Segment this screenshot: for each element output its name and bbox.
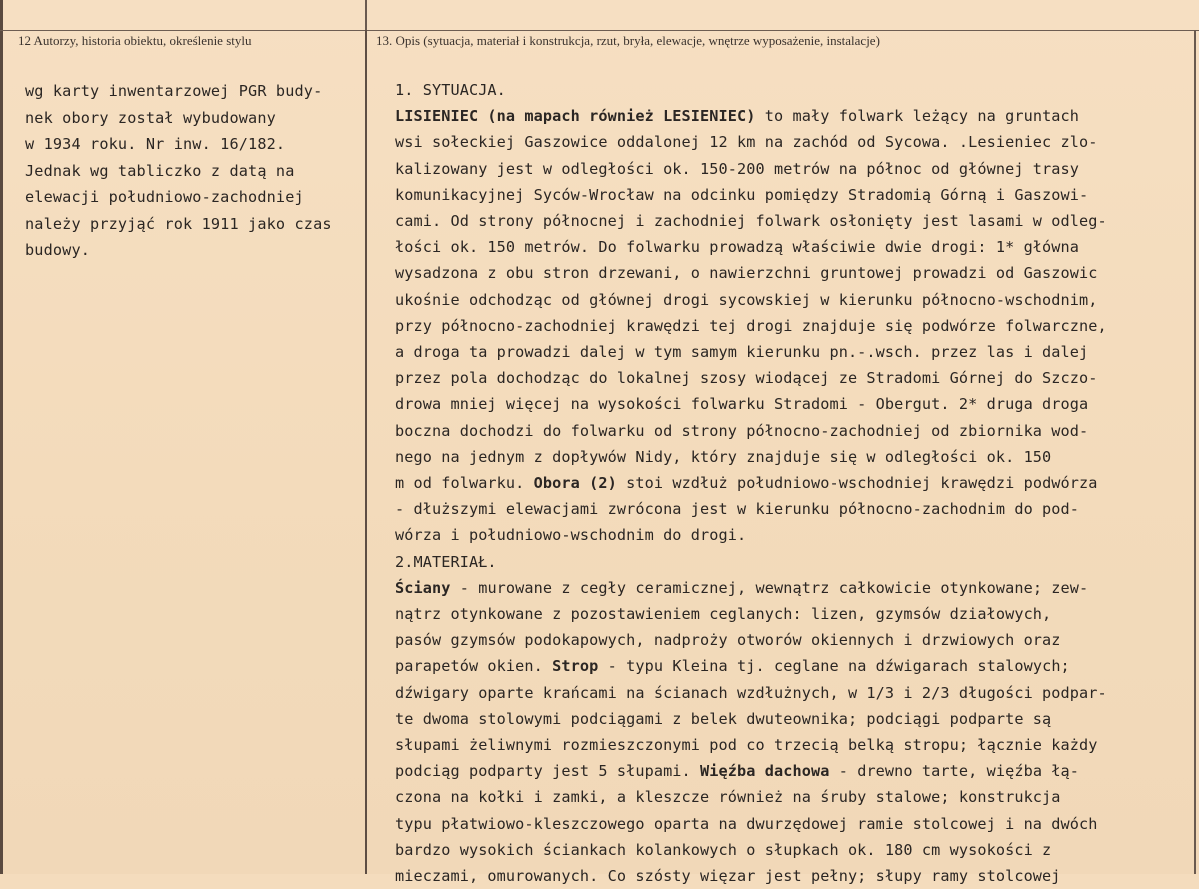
sciany-term: Ściany (395, 578, 451, 597)
description-text (395, 77, 1185, 889)
material-line: słupami żeliwnymi rozmieszczonymi pod co trzecią belką stropu; łącznie każdy (395, 736, 1098, 755)
wiezba-pre: podciąg podparty jest 5 słupami. (395, 762, 701, 781)
obora-post: stoi wzdłuż południowo-wschodniej krawędzi podwórza (616, 474, 1098, 493)
lead-rest: to mały folwark leżący na gruntach (755, 107, 1080, 126)
wiezba-term: Więźba dachowa (700, 762, 830, 781)
history-line: elewacji południowo-zachodniej (25, 188, 304, 206)
description-line: przez pola dochodząc do lokalnej szosy wiodącej ze Stradomi Górnej do Szczo- (395, 369, 1098, 388)
description-line: kalizowany jest w odległości ok. 150-200 metrów na północ od głównej trasy (395, 159, 1080, 178)
material-line: mieczami, omurowanych. Co szósty więzar jest pełny; słupy ramy stolcowej (395, 867, 1061, 886)
obora-pre: m od folwarku. (395, 474, 534, 493)
description-line: cami. Od strony północnej i zachodniej folwark osłonięty jest lasami w odleg- (395, 212, 1107, 231)
history-line: nek obory został wybudowany (25, 108, 276, 127)
description-line: - dłuższymi elewacjami zwrócona jest w kierunku północno-zachodnim do pod- (395, 500, 1080, 519)
field-12-label: 12 Autorzy, historia obiektu, określenie stylu (18, 33, 252, 48)
section-2-heading: 2.MATERIAŁ. (395, 552, 497, 571)
field-13-label: 13. Opis (sytuacja, materiał i konstrukcja, rzut, bryła, elewacje, wnętrze wyposażenie, instalacje) (376, 33, 880, 48)
strop-term: Strop (552, 657, 599, 676)
description-line: przy północno-zachodniej krawędzi tej drogi znajduje się podwórze folwarczne, (395, 316, 1107, 335)
history-line: wg karty inwentarzowej PGR budy- (25, 82, 323, 100)
material-line: pasów gzymsów podokapowych, nadproży otworów okiennych i drzwiowych oraz (395, 631, 1061, 650)
material-line: te dwoma stolowymi podciągami z belek dwuteownika; podciągi podparte są (395, 709, 1052, 728)
history-line: Jednak wg tabliczko z datą na (25, 161, 295, 180)
wiezba-line (395, 758, 1185, 784)
column-divider-top (365, 0, 367, 30)
section-1-heading: 1. SYTUACJA. (395, 81, 506, 99)
material-line: typu płatwiowo-kleszczowego oparta na dwurzędowej ramie stolcowej i na dwóch (395, 814, 1098, 833)
description-line: wsi sołeckiej Gaszowice oddalonej 12 km na zachód od Sycowa. .Lesieniec zlo- (395, 133, 1098, 152)
material-line: dźwigary oparte krańcami na ścianach wzdłużnych, w 1/3 i 2/3 długości podpar- (395, 683, 1107, 702)
history-line: należy przyjąć rok 1911 jako czas (25, 214, 332, 233)
material-line: czona na kołki i zamki, a kleszcze również na śruby stalowe; konstrukcja (395, 788, 1061, 807)
material-line: bardzo wysokich ściankach kolankowych o słupkach ok. 180 cm wysokości z (395, 840, 1052, 859)
history-line: budowy. (25, 241, 91, 259)
header-rule (0, 30, 1199, 31)
description-line: komunikacyjnej Syców-Wrocław na odcinku pomiędzy Stradomią Górną i Gaszowi- (395, 185, 1089, 204)
description-line: łości ok. 150 metrów. Do folwarku prowadzą właściwie dwie drogi: 1* główna (395, 238, 1080, 257)
description-line: wórza i południowo-wschodnim do drogi. (395, 526, 747, 545)
wiezba-post: - drewno tarte, więźba łą- (829, 762, 1080, 781)
description-line: nego na jednym z dopływów Nidy, który znajduje się w odległości ok. 150 (395, 447, 1052, 466)
right-border (1194, 30, 1196, 874)
description-line: drowa mniej więcej na wysokości folwarku Stradomi - Obergut. 2* druga droga (395, 395, 1089, 414)
left-border (0, 0, 3, 874)
column-divider (365, 30, 367, 874)
obora-line (395, 470, 1185, 496)
description-line: a droga ta prowadzi dalej w tym samym kierunku pn.-.wsch. przez las i dalej (395, 343, 1089, 362)
obora-name: Obora (2) (533, 474, 617, 493)
description-line: boczna dochodzi do folwarku od strony północno-zachodniej od zbiornika wod- (395, 421, 1089, 440)
sciany-rest: - murowane z cegły ceramicznej, wewnątrz całkowicie otynkowane; zew- (450, 578, 1089, 597)
material-line: nątrz otynkowane z pozostawieniem ceglanych: lizen, gzymsów działowych, (395, 605, 1052, 624)
lisieniec-name: LISIENIEC (na mapach również LESIENIEC) (395, 107, 756, 126)
section-1-lead (395, 103, 1185, 129)
strop-pre: parapetów okien. (395, 657, 553, 676)
history-text (25, 78, 360, 264)
history-line: w 1934 roku. Nr inw. 16/182. (25, 135, 286, 153)
sciany-line (395, 575, 1185, 601)
description-line: ukośnie odchodząc od głównej drogi sycowskiej w kierunku północno-wschodnim, (395, 290, 1098, 309)
strop-line (395, 653, 1185, 679)
description-line: wysadzona z obu stron drzewani, o nawierzchni gruntowej prowadzi od Gaszowic (395, 264, 1098, 283)
strop-post: - typu Kleina tj. ceglane na dźwigarach stalowych; (598, 657, 1070, 676)
